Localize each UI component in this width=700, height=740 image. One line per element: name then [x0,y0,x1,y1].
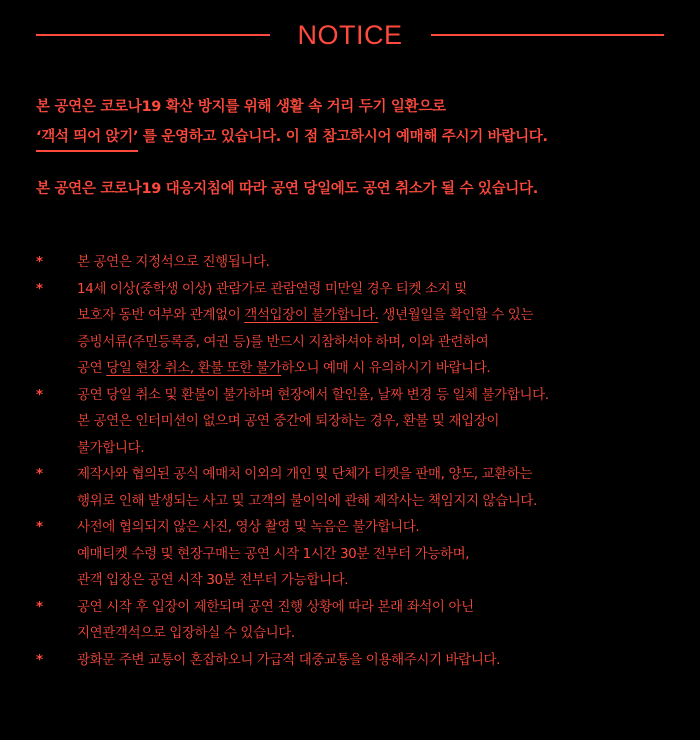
intro-line-2 [36,122,676,152]
list-item-line: 공연 당일 취소 및 환불이 불가하며 현장에서 할인율, 날짜 변경 등 일체 불가합니다. [77,386,549,403]
list-item-line [77,302,676,329]
list-item-line: 지연관객석으로 입장하실 수 있습니다. [77,625,295,641]
list-item-line: 광화문 주변 교통이 혼잡하오니 가급적 대중교통을 이용해주시기 바랍니다. [77,651,501,668]
list-item [36,647,676,674]
bullet-asterisk: * [36,254,43,270]
underlined-no-entry: 객석입장이 불가합니다. [244,307,379,323]
list-item-line [77,355,676,382]
list-item [36,249,676,276]
text-segment: 공연 [77,360,107,376]
list-item-line: 제작사와 협의된 공식 예매처 이외의 개인 및 단체가 티켓을 판매, 양도, 교환하는 [77,466,533,482]
list-item [36,276,676,382]
notice-list [36,249,676,673]
bullet-asterisk: * [36,519,43,535]
page-title: NOTICE [297,20,403,50]
list-item-line: 예매티켓 수령 및 현장구매는 공연 시작 1시간 30분 전부터 가능하며, [77,545,470,562]
bullet-asterisk: * [36,386,43,403]
notice-header [36,18,664,52]
intro-cancellation-note: 본 공연은 코로나19 대응지침에 따라 공연 당일에도 공연 취소가 될 수 있습니다. [36,181,538,197]
underlined-no-refund: 당일 현장 취소, 환불 또한 불가 [106,360,282,376]
text-segment: 생년월일을 확인할 수 있는 [378,307,534,323]
list-item [36,514,676,594]
intro-line-1: 본 공연은 코로나19 확산 방지를 위해 생활 속 거리 두기 일환으로 [36,99,446,115]
bullet-asterisk: * [36,598,43,615]
list-item-line: 본 공연은 인터미션이 없으며 공연 중간에 퇴장하는 경우, 환불 및 재입장이 [77,413,500,429]
list-item-line: 사전에 협의되지 않은 사진, 영상 촬영 및 녹음은 불가합니다. [77,519,420,535]
text-segment: 보호자 동반 여부와 관계없이 [77,307,245,323]
header-rule-left [36,34,270,36]
list-item-line: 증빙서류(주민등록증, 여권 등)를 반드시 지참하셔야 하며, 이와 관련하여 [77,333,489,350]
list-item [36,594,676,647]
list-item [36,461,676,514]
intro-paragraph [36,92,676,152]
bullet-asterisk: * [36,466,43,482]
list-item [36,382,676,462]
list-item-line: 공연 시작 후 입장이 제한되며 공연 진행 상황에 따라 본래 좌석이 아닌 [77,598,474,615]
list-item-line: 관객 입장은 공연 시작 30분 전부터 가능합니다. [77,572,349,588]
text-segment: 하오니 예매 시 유의하시기 바랍니다. [281,360,491,376]
list-item-line: 불가합니다. [77,439,145,456]
bullet-asterisk: * [36,651,43,668]
list-item-line: 14세 이상(중학생 이상) 관람가로 관람연령 미만일 경우 티켓 소지 및 [77,280,467,297]
list-item-line: 본 공연은 지정석으로 진행됩니다. [77,254,270,270]
seat-distancing-highlight: ‘객석 띄어 앉기’ [36,125,138,152]
list-item-line: 행위로 인해 발생되는 사고 및 고객의 불이익에 관해 제작사는 책임지지 않습니다. [77,492,537,509]
header-rule-right [431,34,665,36]
intro-line-2-rest: 를 운영하고 있습니다. 이 점 참고하시어 예매해 주시기 바랍니다. [138,129,548,145]
bullet-asterisk: * [36,280,43,297]
